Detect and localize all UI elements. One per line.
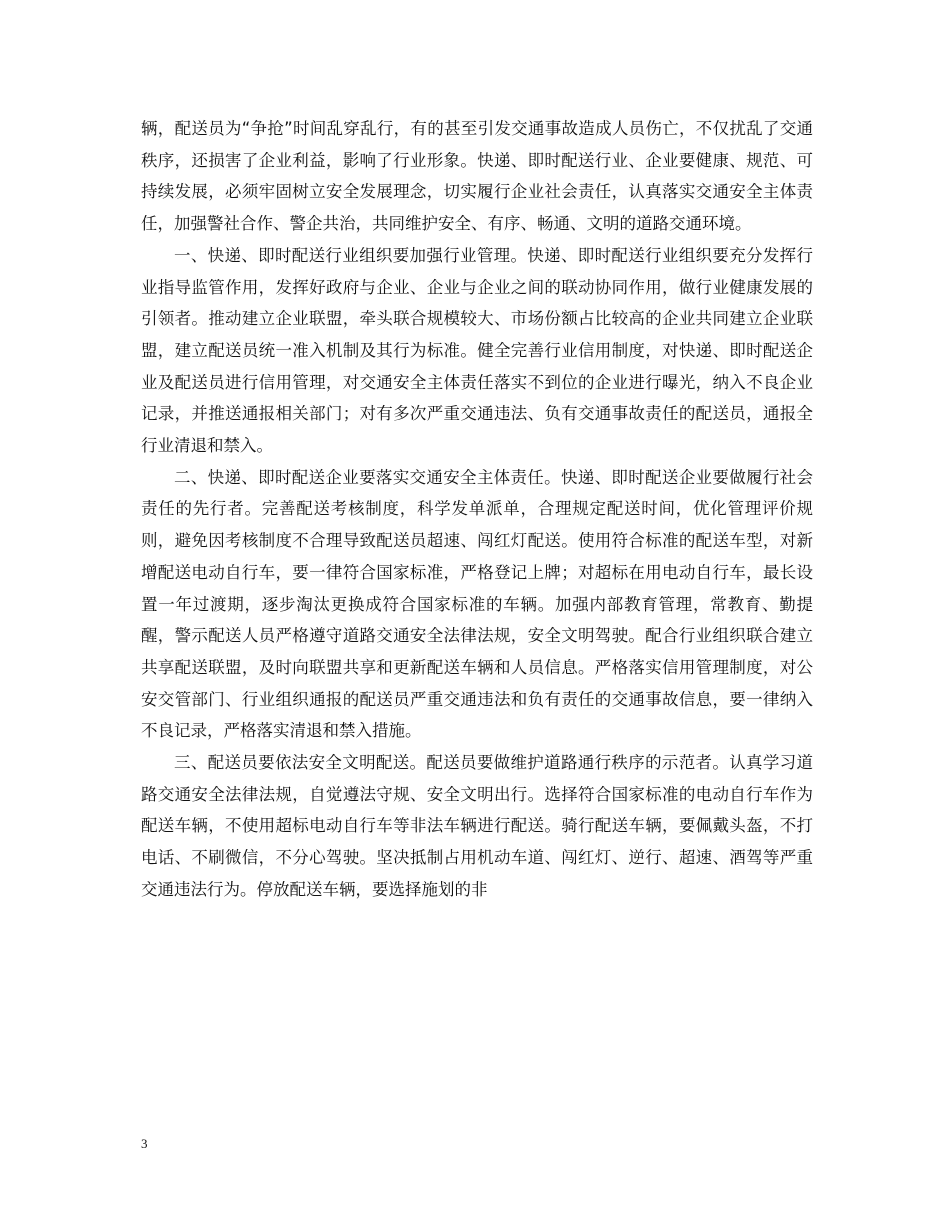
paragraph-enterprise-responsibility: 二、快递、即时配送企业要落实交通安全主体责任。快递、即时配送企业要做履行社会责任的先行者。完善配送考核制度，科学发单派单，合理规定配送时间，优化管理评价规则，避免因考核制度不合理导致配送员超速、闯红灯配送。使用符合标准的配送车型，对新增配送电动自行车，要一律符合国家标准，严格登记上牌；对超标在用电动自行车，最长设置一年过渡期，逐步淘汰更换成符合国家标准的车辆。加强内部教育管理，常教育、勤提醒，警示配送人员严格遵守道路交通安全法律法规，安全文明驾驶。配合行业组织联合建立共享配送联盟，及时向联盟共享和更新配送车辆和人员信息。严格落实信用管理制度，对公安交管部门、行业组织通报的配送员严重交通违法和负有责任的交通事故信息，要一律纳入不良记录，严格落实清退和禁入措施。 bbox=[141, 467, 813, 741]
paragraph-intro-continued: 辆，配送员为“争抢”时间乱穿乱行，有的甚至引发交通事故造成人员伤亡，不仅扰乱了交通秩序，还损害了企业利益，影响了行业形象。快递、即时配送行业、企业要健康、规范、可持续发展，必须牢固树立安全发展理念，切实履行企业社会责任，认真落实交通安全主体责任，加强警社合作、警企共治，共同维护安全、有序、畅通、文明的道路交通环境。 bbox=[141, 119, 813, 234]
paragraph-courier-conduct: 三、配送员要依法安全文明配送。配送员要做维护道路通行秩序的示范者。认真学习道路交通安全法律法规，自觉遵法守规、安全文明出行。选择符合国家标准的电动自行车作为配送车辆，不使用超标电动自行车等非法车辆进行配送。骑行配送车辆，要佩戴头盔，不打电话、不刷微信，不分心驾驶。坚决抵制占用机动车道、闯红灯、逆行、超速、酒驾等严重交通违法行为。停放配送车辆，要选择施划的非 bbox=[141, 753, 813, 899]
document-body bbox=[141, 113, 813, 906]
page-number: 3 bbox=[141, 1136, 148, 1151]
paragraph-industry-organization: 一、快递、即时配送行业组织要加强行业管理。快递、即时配送行业组织要充分发挥行业指导监管作用，发挥好政府与企业、企业与企业之间的联动协同作用，做行业健康发展的引领者。推动建立企业联盟，牵头联合规模较大、市场份额占比较高的企业共同建立企业联盟，建立配送员统一准入机制及其行为标准。健全完善行业信用制度，对快递、即时配送企业及配送员进行信用管理，对交通安全主体责任落实不到位的企业进行曝光，纳入不良企业记录，并推送通报相关部门；对有多次严重交通违法、负有交通事故责任的配送员，通报全行业清退和禁入。 bbox=[141, 245, 813, 456]
